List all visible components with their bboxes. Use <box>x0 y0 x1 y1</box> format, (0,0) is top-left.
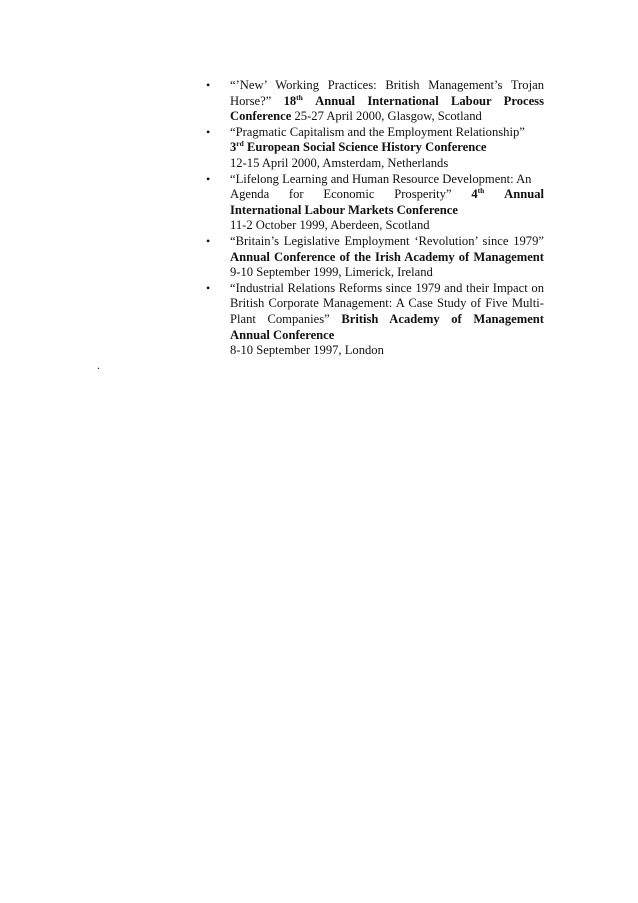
event-name: British Academy of Management Annual Conference <box>230 311 544 342</box>
list-item <box>204 78 544 125</box>
paper-title: “Industrial Relations Reforms since 1979 and their Impact on British Corporate Management: A Case Study of Five Multi-Plant Companies” <box>230 280 544 326</box>
event-ordinal: 4th <box>471 186 485 202</box>
paper-title-line-1: “Lifelong Learning and Human Resource Development: An <box>230 171 532 186</box>
event-name: European Social Science History Conference <box>246 140 487 155</box>
list-item <box>204 234 544 281</box>
event-name-part-2: International Labour Markets Conference <box>230 202 458 217</box>
paper-title-line-2: Agenda for Economic Prosperity” <box>230 187 452 202</box>
ordinal-suffix: th <box>477 186 485 196</box>
paper-title: “Pragmatic Capitalism and the Employment Relationship” <box>230 124 525 139</box>
bullet-icon: • <box>206 78 211 92</box>
ordinal-suffix: rd <box>236 139 244 149</box>
bullet-icon: • <box>206 280 211 295</box>
paper-title: “Britain’s Legislative Employment ‘Revolution’ since 1979” <box>230 233 544 248</box>
paper-title: “’New’ Working Practices: British Management’s Trojan Horse?” <box>230 78 544 108</box>
conference-papers-list <box>204 78 544 359</box>
event-details: 25-27 April 2000, Glasgow, Scotland <box>294 109 482 124</box>
list-item <box>204 281 544 359</box>
event-name: Annual International Labour Process Conference <box>230 93 544 124</box>
event-details: 11-2 October 1999, Aberdeen, Scotland <box>230 218 430 233</box>
event-ordinal: 3rd <box>230 139 244 155</box>
bullet-icon: • <box>206 171 211 186</box>
trailing-mark: . <box>97 358 100 372</box>
event-name: Annual Conference of the Irish Academy of Management <box>230 249 544 264</box>
event-line <box>230 140 544 156</box>
event-ordinal: 18th <box>283 92 303 108</box>
event-details: 8-10 September 1997, London <box>230 343 384 358</box>
title-and-event-line <box>230 187 544 203</box>
event-details: 9-10 September 1999, Limerick, Ireland <box>230 265 433 280</box>
bullet-icon: • <box>206 124 211 139</box>
ordinal-suffix: th <box>296 92 303 102</box>
bullet-icon: • <box>206 233 211 248</box>
list-item <box>204 172 544 234</box>
event-name-part-1: Annual <box>504 187 545 202</box>
event-details: 12-15 April 2000, Amsterdam, Netherlands <box>230 155 449 170</box>
list-item <box>204 125 544 172</box>
